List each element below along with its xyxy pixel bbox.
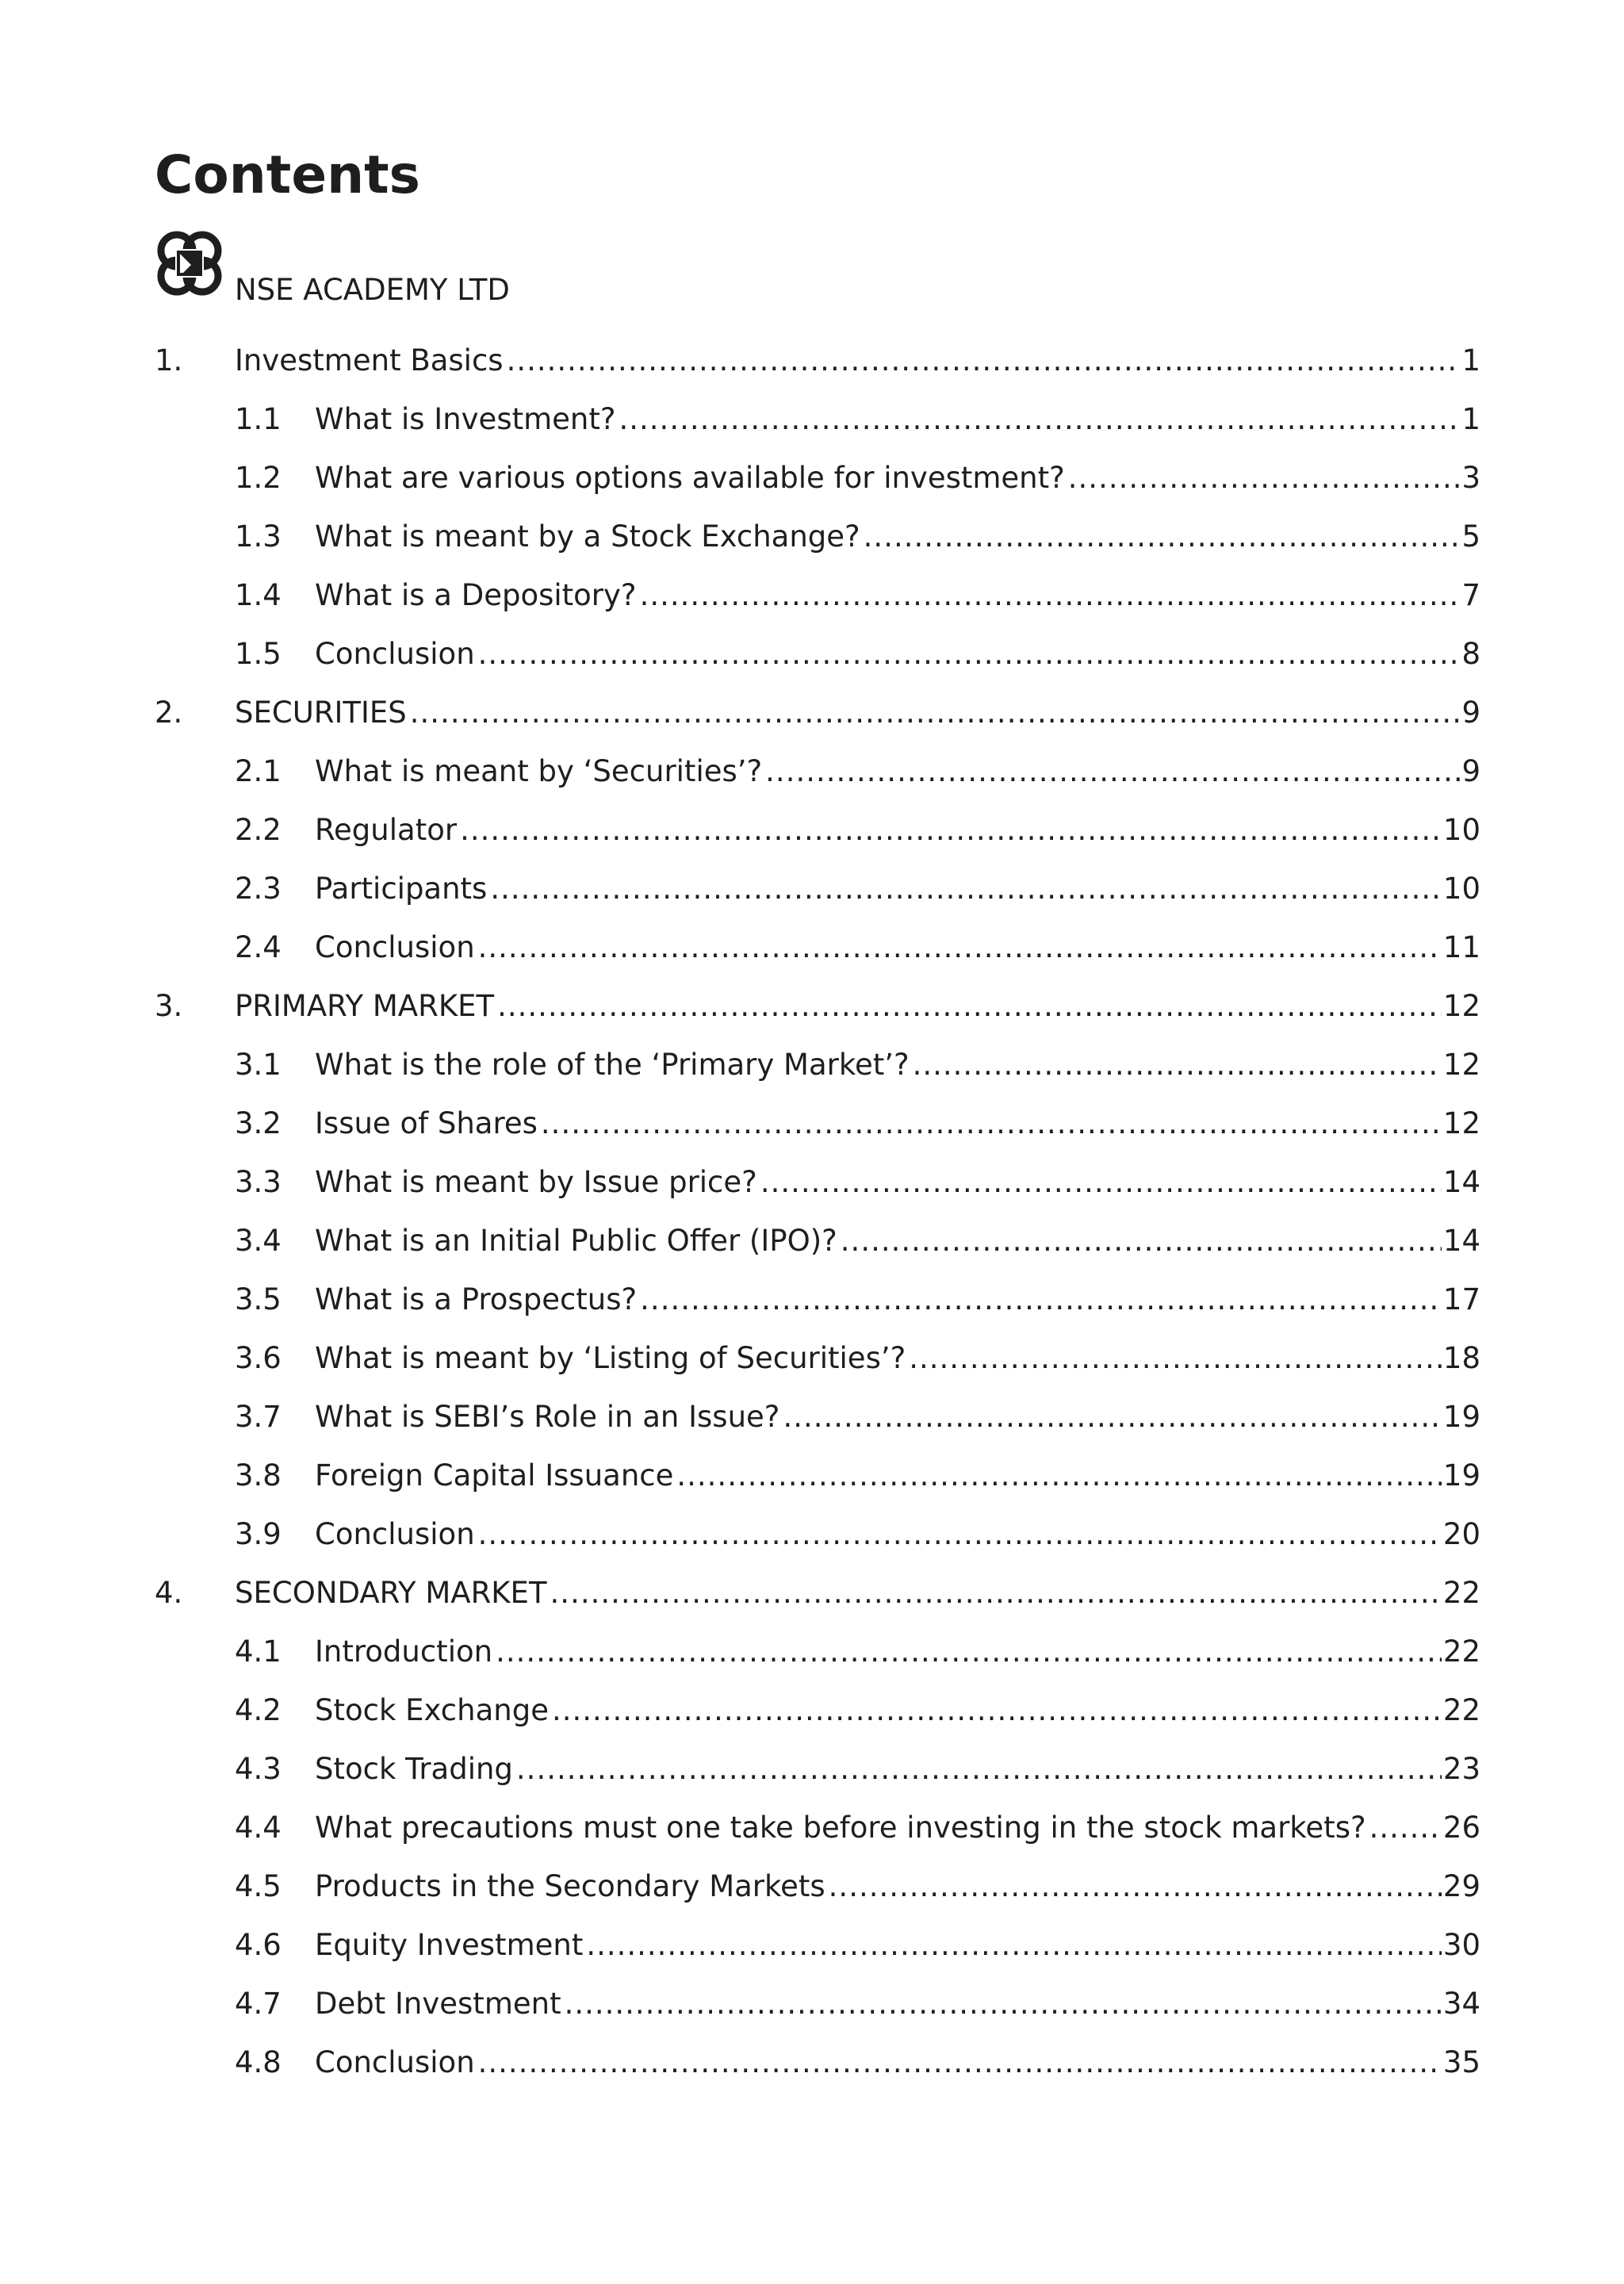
toc-entry-number: 4.7 [235, 1986, 282, 2021]
toc-entry-title: Debt Investment [315, 1986, 561, 2021]
toc-entry-number: 3.6 [235, 1340, 282, 1375]
toc-entry-page-number: 5 [1461, 519, 1480, 554]
toc-entry-number: 2.4 [235, 929, 282, 964]
dot-leader [1068, 461, 1461, 495]
dot-leader [552, 1693, 1442, 1727]
toc-entry-page-number: 14 [1442, 1164, 1480, 1199]
toc-entry-number: 1.3 [235, 519, 282, 554]
toc-entry-page-number: 19 [1442, 1458, 1480, 1493]
dot-leader [619, 402, 1461, 436]
toc-entry-title: Stock Trading [315, 1751, 513, 1786]
toc-entry-page-number: 22 [1442, 1634, 1480, 1669]
toc-entry[interactable] [155, 1563, 1480, 1622]
toc-entry[interactable] [155, 1152, 1480, 1211]
toc-entry[interactable] [155, 331, 1480, 389]
dot-leader [516, 1752, 1442, 1786]
toc-entry-number: 4.4 [235, 1810, 282, 1845]
toc-entry-title: What is meant by ‘Securities’? [315, 753, 763, 788]
dot-leader [1369, 1811, 1442, 1845]
toc-entry[interactable] [155, 2033, 1480, 2091]
toc-entry-title: Investment Basics [235, 343, 504, 377]
toc-entry[interactable] [155, 1446, 1480, 1504]
toc-entry-page-number: 29 [1442, 1868, 1480, 1903]
toc-entry-title: What is SEBI’s Role in an Issue? [315, 1399, 780, 1434]
toc-entry-page-number: 14 [1442, 1223, 1480, 1258]
toc-entry[interactable] [155, 1857, 1480, 1915]
organization-name: NSE ACADEMY LTD [235, 273, 510, 307]
toc-entry[interactable] [155, 1798, 1480, 1857]
toc-entry[interactable] [155, 1387, 1480, 1446]
toc-entry-number: 1.5 [235, 636, 282, 671]
toc-entry-title: Stock Exchange [315, 1692, 549, 1727]
toc-entry-page-number: 10 [1442, 871, 1480, 906]
toc-entry[interactable] [155, 1622, 1480, 1680]
toc-entry[interactable] [155, 1974, 1480, 2033]
toc-entry-title: What is a Prospectus? [315, 1282, 638, 1316]
toc-entry-page-number: 1 [1461, 401, 1480, 436]
toc-entry[interactable] [155, 1915, 1480, 1974]
toc-entry-title: What is Investment? [315, 401, 616, 436]
toc-entry-number: 3.2 [235, 1106, 282, 1140]
toc-entry-number: 1.2 [235, 460, 282, 495]
toc-entry[interactable] [155, 1094, 1480, 1152]
toc-entry[interactable] [155, 859, 1480, 918]
toc-entry[interactable] [155, 1739, 1480, 1798]
toc-entry-number: 2. [155, 695, 183, 730]
toc-entry-title: Conclusion [315, 2044, 475, 2079]
dot-leader [460, 813, 1442, 847]
toc-entry[interactable] [155, 1211, 1480, 1270]
toc-entry-page-number: 30 [1442, 1927, 1480, 1962]
dot-leader [765, 754, 1460, 788]
toc-entry-title: What is the role of the ‘Primary Market’? [315, 1047, 910, 1082]
toc-entry-page-number: 12 [1442, 1106, 1480, 1140]
toc-entry-title: PRIMARY MARKET [235, 988, 495, 1023]
toc-entry-title: Foreign Capital Issuance [315, 1458, 674, 1493]
toc-entry-title: What is a Depository? [315, 577, 637, 612]
toc-entry[interactable] [155, 448, 1480, 507]
toc-entry-title: Products in the Secondary Markets [315, 1868, 825, 1903]
toc-entry[interactable] [155, 1680, 1480, 1739]
dot-leader [490, 872, 1442, 906]
toc-entry-number: 4.5 [235, 1868, 282, 1903]
toc-entry-number: 4.2 [235, 1692, 282, 1727]
dot-leader [565, 1987, 1442, 2021]
toc-entry-title: What are various options available for investment? [315, 460, 1065, 495]
toc-entry-number: 4.3 [235, 1751, 282, 1786]
toc-entry-page-number: 26 [1442, 1810, 1480, 1845]
dot-leader [496, 1634, 1442, 1669]
dot-leader [478, 637, 1461, 671]
toc-entry-number: 3.5 [235, 1282, 282, 1316]
toc-entry[interactable] [155, 624, 1480, 683]
toc-entry[interactable] [155, 507, 1480, 565]
toc-entry-number: 4. [155, 1575, 183, 1610]
dot-leader [507, 343, 1461, 377]
toc-entry-page-number: 9 [1461, 695, 1480, 730]
toc-entry-page-number: 1 [1461, 343, 1480, 377]
dot-leader [909, 1341, 1442, 1375]
dot-leader [478, 1517, 1442, 1551]
toc-entry[interactable] [155, 742, 1480, 800]
toc-entry-number: 4.1 [235, 1634, 282, 1669]
toc-entry-page-number: 23 [1442, 1751, 1480, 1786]
toc-entry-title: SECONDARY MARKET [235, 1575, 547, 1610]
toc-entry-number: 2.2 [235, 812, 282, 847]
toc-entry-title: SECURITIES [235, 695, 407, 730]
toc-entry[interactable] [155, 1504, 1480, 1563]
dot-leader [586, 1928, 1442, 1962]
dot-leader [497, 989, 1442, 1023]
dot-leader [640, 578, 1461, 612]
dot-leader [783, 1400, 1441, 1434]
toc-entry-number: 4.8 [235, 2044, 282, 2079]
dot-leader [760, 1165, 1442, 1199]
page-title: Contents [155, 144, 420, 205]
toc-entry-title: Conclusion [315, 636, 475, 671]
dot-leader [864, 519, 1461, 554]
toc-entry-number: 3.7 [235, 1399, 282, 1434]
toc-entry-number: 3.4 [235, 1223, 282, 1258]
toc-entry-number: 2.3 [235, 871, 282, 906]
toc-entry-number: 3.3 [235, 1164, 282, 1199]
toc-entry[interactable] [155, 1270, 1480, 1328]
toc-entry[interactable] [155, 800, 1480, 859]
toc-entry-page-number: 19 [1442, 1399, 1480, 1434]
toc-entry-page-number: 20 [1442, 1516, 1480, 1551]
dot-leader [829, 1869, 1442, 1903]
toc-entry-page-number: 9 [1461, 753, 1480, 788]
toc-entry-page-number: 18 [1442, 1340, 1480, 1375]
toc-entry-page-number: 8 [1461, 636, 1480, 671]
dot-leader [640, 1282, 1442, 1316]
table-of-contents [155, 331, 1480, 2091]
toc-entry-number: 4.6 [235, 1927, 282, 1962]
toc-entry[interactable] [155, 976, 1480, 1035]
toc-entry-number: 3. [155, 988, 183, 1023]
toc-entry[interactable] [155, 1035, 1480, 1094]
toc-entry-title: Introduction [315, 1634, 493, 1669]
toc-entry-title: What is an Initial Public Offer (IPO)? [315, 1223, 837, 1258]
toc-entry[interactable] [155, 918, 1480, 976]
toc-entry-page-number: 10 [1442, 812, 1480, 847]
toc-entry-title: What is meant by Issue price? [315, 1164, 757, 1199]
toc-entry-title: What is meant by a Stock Exchange? [315, 519, 860, 554]
toc-entry-number: 3.9 [235, 1516, 282, 1551]
toc-entry-title: Equity Investment [315, 1927, 584, 1962]
toc-entry-number: 3.1 [235, 1047, 282, 1082]
toc-entry[interactable] [155, 565, 1480, 624]
toc-entry-title: Issue of Shares [315, 1106, 538, 1140]
toc-entry-page-number: 12 [1442, 1047, 1480, 1082]
toc-entry-number: 2.1 [235, 753, 282, 788]
toc-entry-title: Participants [315, 871, 488, 906]
toc-entry-page-number: 22 [1442, 1692, 1480, 1727]
toc-entry[interactable] [155, 683, 1480, 742]
toc-entry-page-number: 34 [1442, 1986, 1480, 2021]
toc-entry-page-number: 12 [1442, 988, 1480, 1023]
toc-entry-page-number: 22 [1442, 1575, 1480, 1610]
dot-leader [478, 2045, 1442, 2079]
dot-leader [541, 1106, 1442, 1140]
dot-leader [841, 1224, 1442, 1258]
toc-entry-number: 1.4 [235, 577, 282, 612]
dot-leader [913, 1048, 1442, 1082]
toc-entry-page-number: 7 [1461, 577, 1480, 612]
dot-leader [478, 930, 1442, 964]
toc-entry-title: Regulator [315, 812, 458, 847]
toc-entry-title: What is meant by ‘Listing of Securities’? [315, 1340, 906, 1375]
toc-entry-page-number: 17 [1442, 1282, 1480, 1316]
toc-entry[interactable] [155, 1328, 1480, 1387]
dot-leader [676, 1458, 1442, 1493]
toc-entry-number: 1.1 [235, 401, 282, 436]
toc-entry-number: 3.8 [235, 1458, 282, 1493]
nse-logo-icon [155, 228, 224, 298]
dot-leader [550, 1576, 1442, 1610]
toc-entry[interactable] [155, 389, 1480, 448]
toc-entry-title: Conclusion [315, 1516, 475, 1551]
toc-entry-page-number: 11 [1442, 929, 1480, 964]
toc-entry-page-number: 3 [1461, 460, 1480, 495]
toc-entry-number: 1. [155, 343, 183, 377]
toc-entry-title: What precautions must one take before investing in the stock markets? [315, 1810, 1366, 1845]
dot-leader [410, 696, 1461, 730]
toc-entry-page-number: 35 [1442, 2044, 1480, 2079]
toc-entry-title: Conclusion [315, 929, 475, 964]
